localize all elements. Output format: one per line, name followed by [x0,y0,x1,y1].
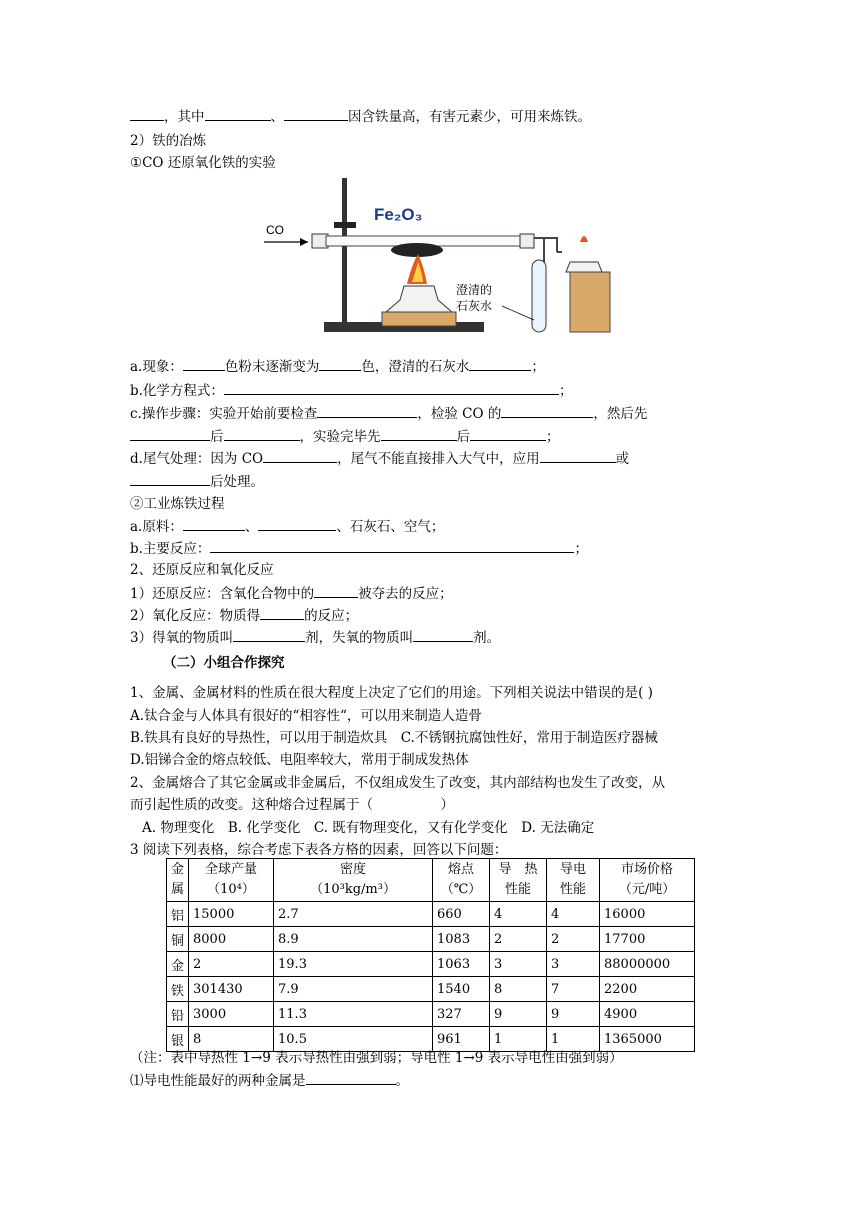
steps-line-1: c.操作步骤：实验开始前要检查 ，检验 CO 的 ，然后先 [130,403,647,424]
question-2-line-1: 2、金属熔合了其它金属或非金属后，不仅组成发生了改变，其内部结构也发生了改变，从 [130,775,666,791]
limewater-label-2: 石灰水 [456,299,493,313]
iron-oxide-powder [391,243,443,257]
alcohol-burner [386,286,452,312]
question-1: 1、金属、金属材料的性质在很大程度上决定了它们的用途。下列相关说法中错误的是( ) [130,685,653,701]
blank [210,538,574,553]
table-row: 铅 3000 11.3 327 9 9 4900 [167,1002,695,1027]
table-row: 铁 301430 7.9 1540 8 7 2200 [167,977,695,1002]
blank [183,516,245,531]
blank [381,426,457,441]
limewater-label-1: 澄清的 [456,283,493,297]
blank [413,627,473,642]
blank [470,426,546,441]
question-2-line-2: 而引起性质的改变。这种熔合过程属于（ ） [130,797,454,813]
equation-line: b.化学方程式： ； [130,380,572,401]
heading-industrial: ②工业炼铁过程 [130,496,225,512]
blank [469,356,531,371]
agents-line: 3）得氧的物质叫 剂，失氧的物质叫 剂。 [130,627,500,648]
option-1a: A.钛合金与人体具有很好的“相容性“，可以用来制造人造骨 [130,708,482,724]
wood-block [382,312,456,326]
header-cell: 导电 性能 [547,859,600,902]
section-title: （二）小组合作探究 [163,655,285,671]
table-row: 铜 8000 8.9 1083 2 2 17700 [167,927,695,952]
iron-stand [342,178,347,324]
co-gas-label: CO [266,223,284,237]
heading-redox: 2、还原反应和氧化反应 [130,562,274,578]
tail-gas-flame [580,236,588,242]
oxidation-line: 2）氧化反应：物质得 的反应； [130,605,358,626]
ore-line: ，其中 、 因含铁量高，有害元素少，可用来炼铁。 [130,106,591,127]
blank [317,403,417,418]
heading-co-experiment: ①CO 还原氧化铁的实验 [130,155,276,171]
steps-line-2: 后 ，实验完毕先 后 ； [130,426,560,447]
phenomenon-line: a.现象： 色粉末逐渐变为 色，澄清的石灰水 ； [130,356,545,377]
metal-properties-table [166,858,695,1052]
test-tube [532,260,546,332]
blank [130,106,164,121]
blank [260,605,304,620]
question-3: 3 阅读下列表格，综合考虑下表各方格的因素，回答以下问题： [130,842,508,858]
main-reaction-line: b.主要反应： ； [130,538,588,559]
blank [233,627,305,642]
blank [183,356,225,371]
co-reduction-apparatus-diagram [262,172,622,340]
blank [263,448,337,463]
option-1d: D.铝锑合金的熔点较低、电阻率较大，常用于制成发热体 [130,752,469,768]
blank [224,426,300,441]
raw-materials-line: a.原料： 、 、石灰石、空气； [130,516,444,537]
option-1b: B.铁具有良好的导热性，可以用于制造炊具 C.不锈钢抗腐蚀性好，常用于制造医疗器械 [130,730,658,746]
blank [319,356,361,371]
blank [224,380,559,395]
blank [130,426,210,441]
blank [130,471,210,486]
table-row: 金 2 19.3 1063 3 3 88000000 [167,952,695,977]
tail-gas-line-1: d.尾气处理：因为 CO ，尾气不能直接排入大气中，应用 或 [130,448,629,469]
header-cell: 导 热 性能 [490,859,547,902]
header-cell: 金 属 [167,859,189,902]
blank [258,516,336,531]
blank [205,106,271,121]
question-3-1: ⑴导电性能最好的两种金属是 。 [130,1070,409,1091]
blank [501,403,593,418]
table-note: （注：表中导热性 1→9 表示导热性由强到弱；导电性 1→9 表示导电性由强到弱） [130,1050,623,1066]
header-cell: 熔点 （℃） [433,859,490,902]
header-cell: 全球产量 （10⁴） [189,859,274,902]
tail-gas-line-2: 后处理。 [130,471,264,492]
blank [540,448,616,463]
blank [314,583,358,598]
table-row: 银 8 10.5 961 1 1 1365000 [167,1027,695,1052]
table-header-row [167,859,695,902]
reduction-line: 1）还原反应：含氧化合物中的 被夺去的反应； [130,583,453,604]
question-2-options: A. 物理变化 B. 化学变化 C. 既有物理变化，又有化学变化 D. 无法确定 [142,820,595,836]
header-cell: 密度 （10³kg/m³） [274,859,433,902]
table-row: 铝 15000 2.7 660 4 4 16000 [167,902,695,927]
blank [306,1070,396,1085]
fe2o3-label: Fe₂O₃ [374,205,423,224]
wood-block-right [570,272,610,332]
header-cell: 市场价格 （元/吨） [600,859,695,902]
heading-iron-smelting: 2）铁的冶炼 [130,133,207,149]
blank [284,106,348,121]
